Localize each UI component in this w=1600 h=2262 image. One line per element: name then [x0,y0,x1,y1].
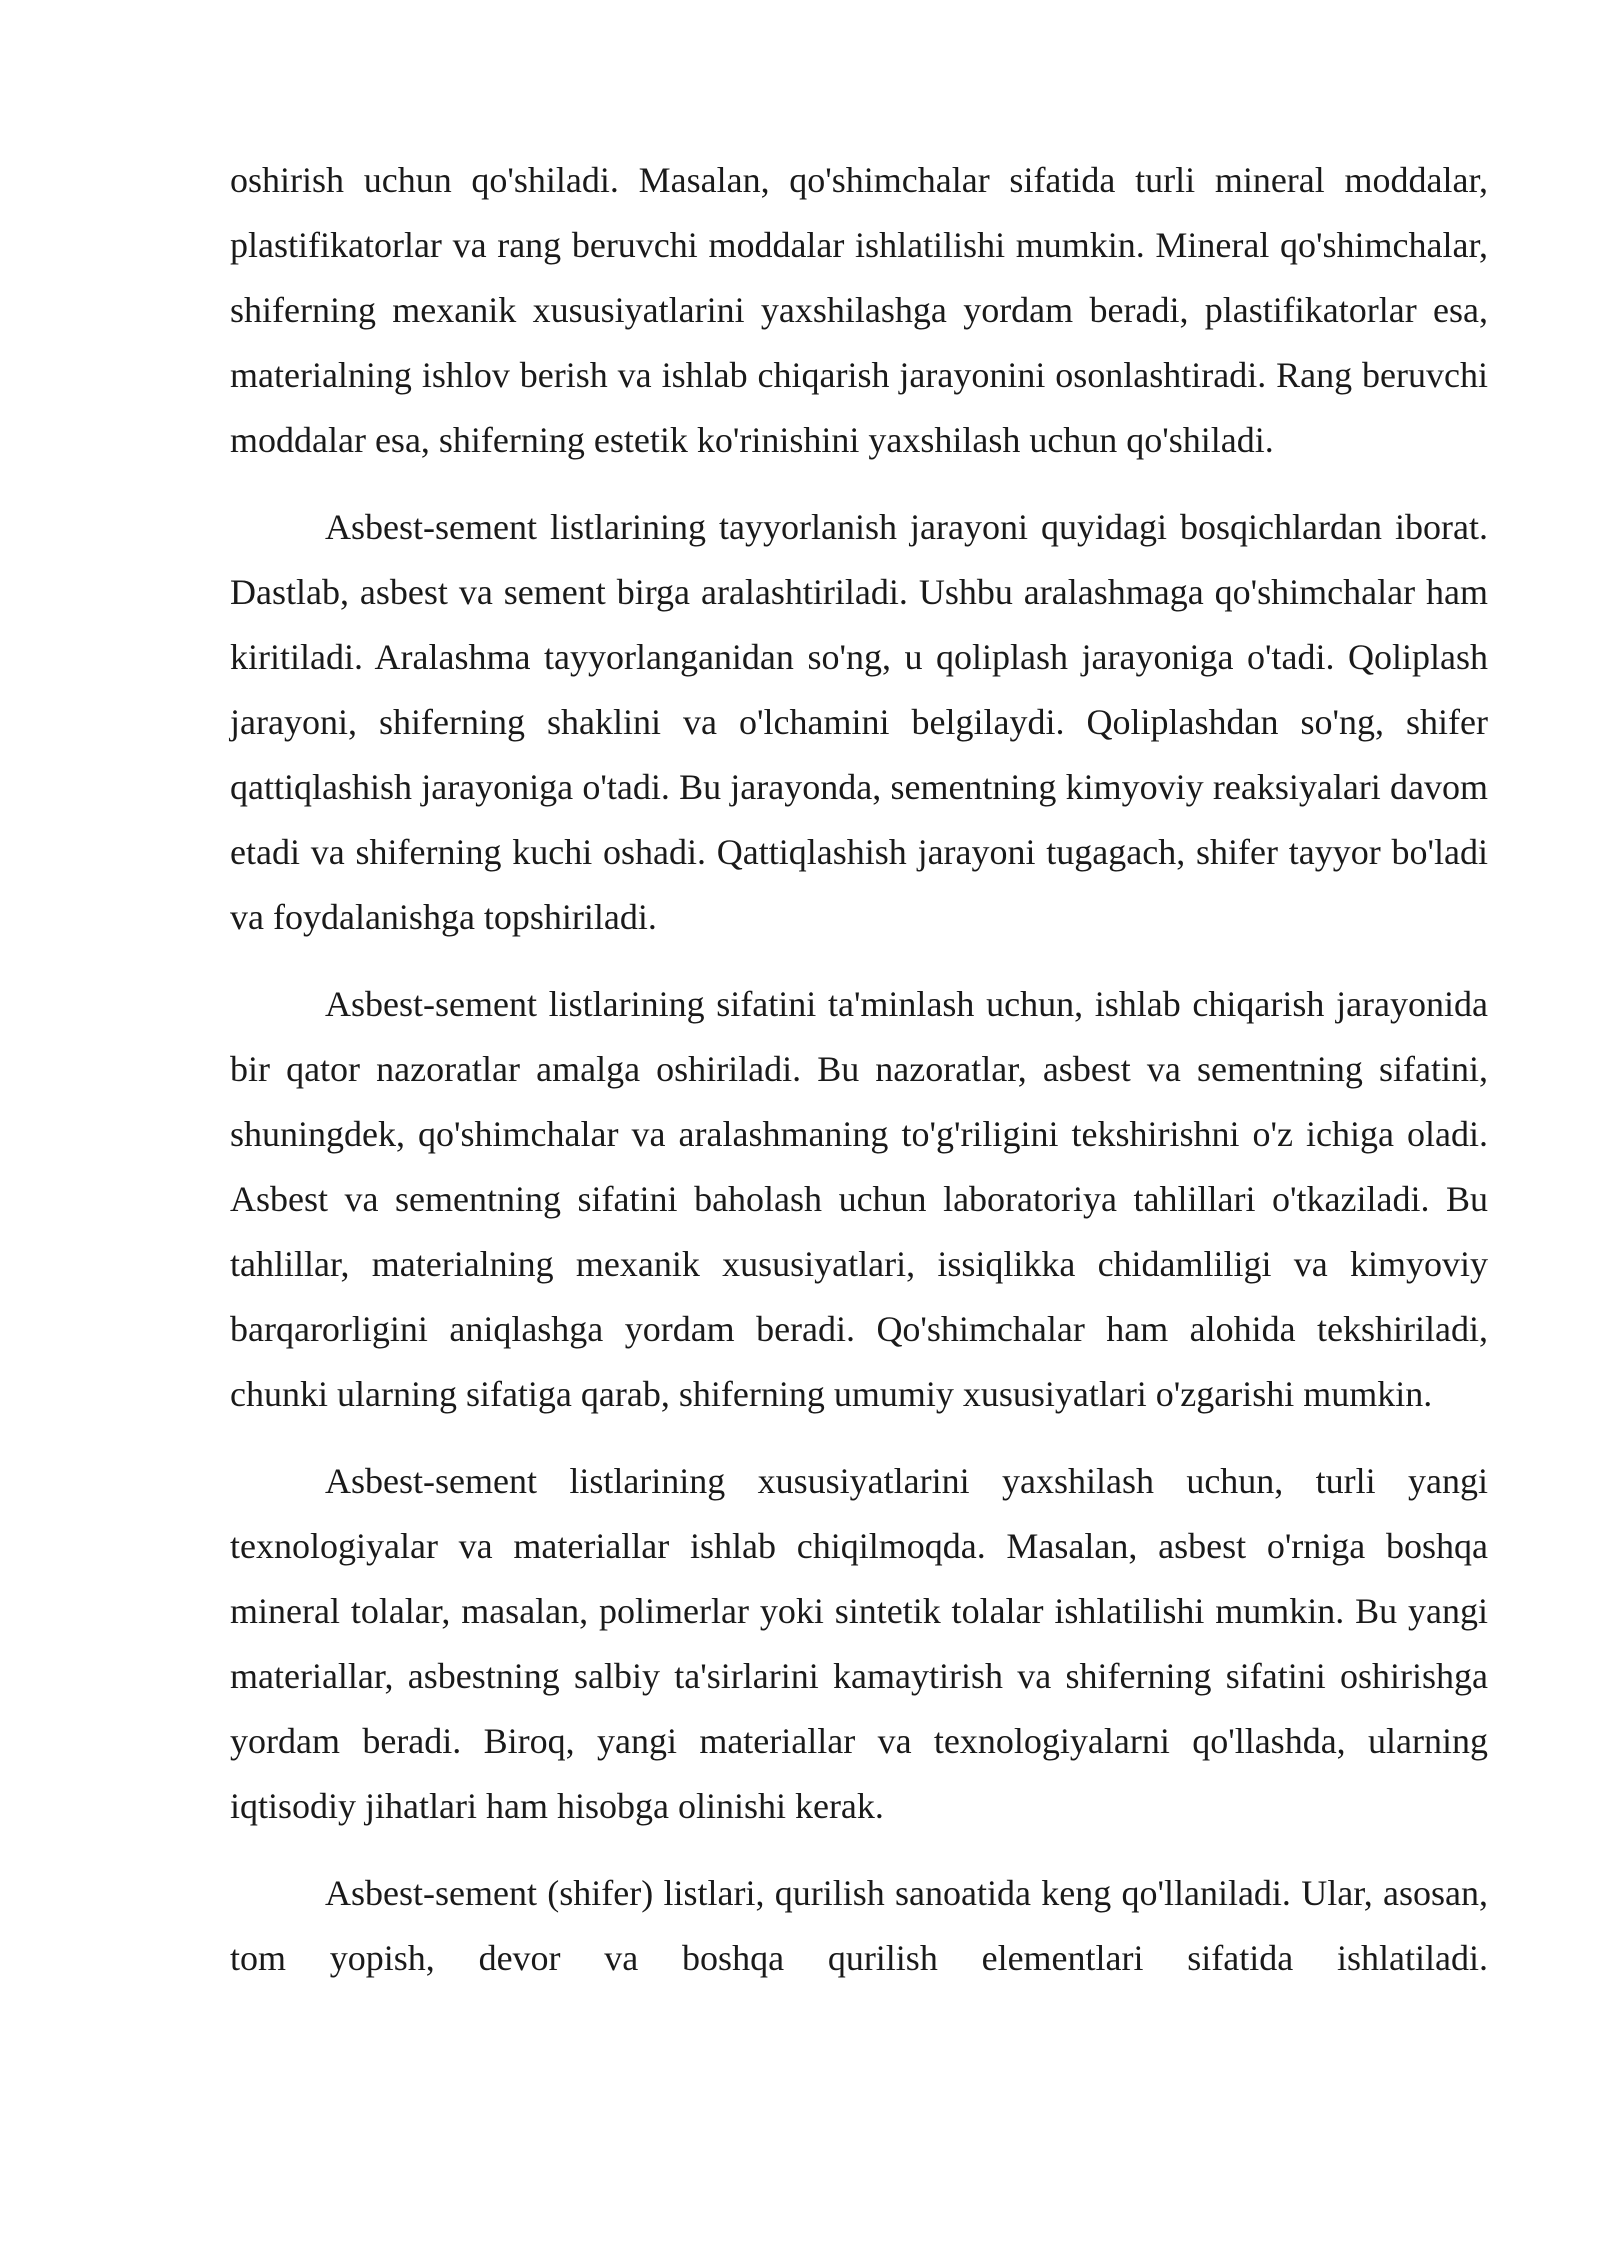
paragraph-continued: oshirish uchun qo'shiladi. Masalan, qo'shimchalar sifatida turli mineral moddalar, plastifikatorlar va rang beruvchi moddalar ishlatilishi mumkin. Mineral qo'shimchalar, shiferning mexanik xususiyatlarini yaxshilashga yordam beradi, plastifikatorlar esa, materialning ishlov berish va ishlab chiqarish jarayonini osonlashtiradi. Rang beruvchi moddalar esa, shiferning estetik ko'rinishini yaxshilash uchun qo'shiladi. [230,160,1488,460]
paragraph-production-process: Asbest-sement listlarining tayyorlanish jarayoni quyidagi bosqichlardan iborat. Dastlab, asbest va sement birga aralashtiriladi. Ushbu aralashmaga qo'shimchalar ham kiritiladi. Aralashma tayyorlanganidan so'ng, u qoliplash jarayoniga o'tadi. Qoliplash jarayoni, shiferning shaklini va o'lchamini belgilaydi. Qoliplashdan so'ng, shifer qattiqlashish jarayoniga o'tadi. Bu jarayonda, sementning kimyoviy reaksiyalari davom etadi va shiferning kuchi oshadi. Qattiqlashish jarayoni tugagach, shifer tayyor bo'ladi va foydalanishga topshiriladi. [230,507,1488,937]
paragraph-applications: Asbest-sement (shifer) listlari, qurilish sanoatida keng qo'llaniladi. Ular, asosan, tom yopish, devor va boshqa qurilish elementlari sifatida ishlatiladi. [230,1873,1488,1978]
paragraph-quality-control: Asbest-sement listlarining sifatini ta'minlash uchun, ishlab chiqarish jarayonida bir qator nazoratlar amalga oshiriladi. Bu nazoratlar, asbest va sementning sifatini, shuningdek, qo'shimchalar va aralashmaning to'g'riligini tekshirishni o'z ichiga oladi. Asbest va sementning sifatini baholash uchun laboratoriya tahlillari o'tkaziladi. Bu tahlillar, materialning mexanik xususiyatlari, issiqlikka chidamliligi va kimyoviy barqarorligini aniqlashga yordam beradi. Qo'shimchalar ham alohida tekshiriladi, chunki ularning sifatiga qarab, shiferning umumiy xususiyatlari o'zgarishi mumkin. [230,984,1488,1414]
document-body [230,148,1488,2013]
paragraph-new-technologies: Asbest-sement listlarining xususiyatlarini yaxshilash uchun, turli yangi texnologiyalar va materiallar ishlab chiqilmoqda. Masalan, asbest o'rniga boshqa mineral tolalar, masalan, polimerlar yoki sintetik tolalar ishlatilishi mumkin. Bu yangi materiallar, asbestning salbiy ta'sirlarini kamaytirish va shiferning sifatini oshirishga yordam beradi. Biroq, yangi materiallar va texnologiyalarni qo'llashda, ularning iqtisodiy jihatlari ham hisobga olinishi kerak. [230,1461,1488,1826]
